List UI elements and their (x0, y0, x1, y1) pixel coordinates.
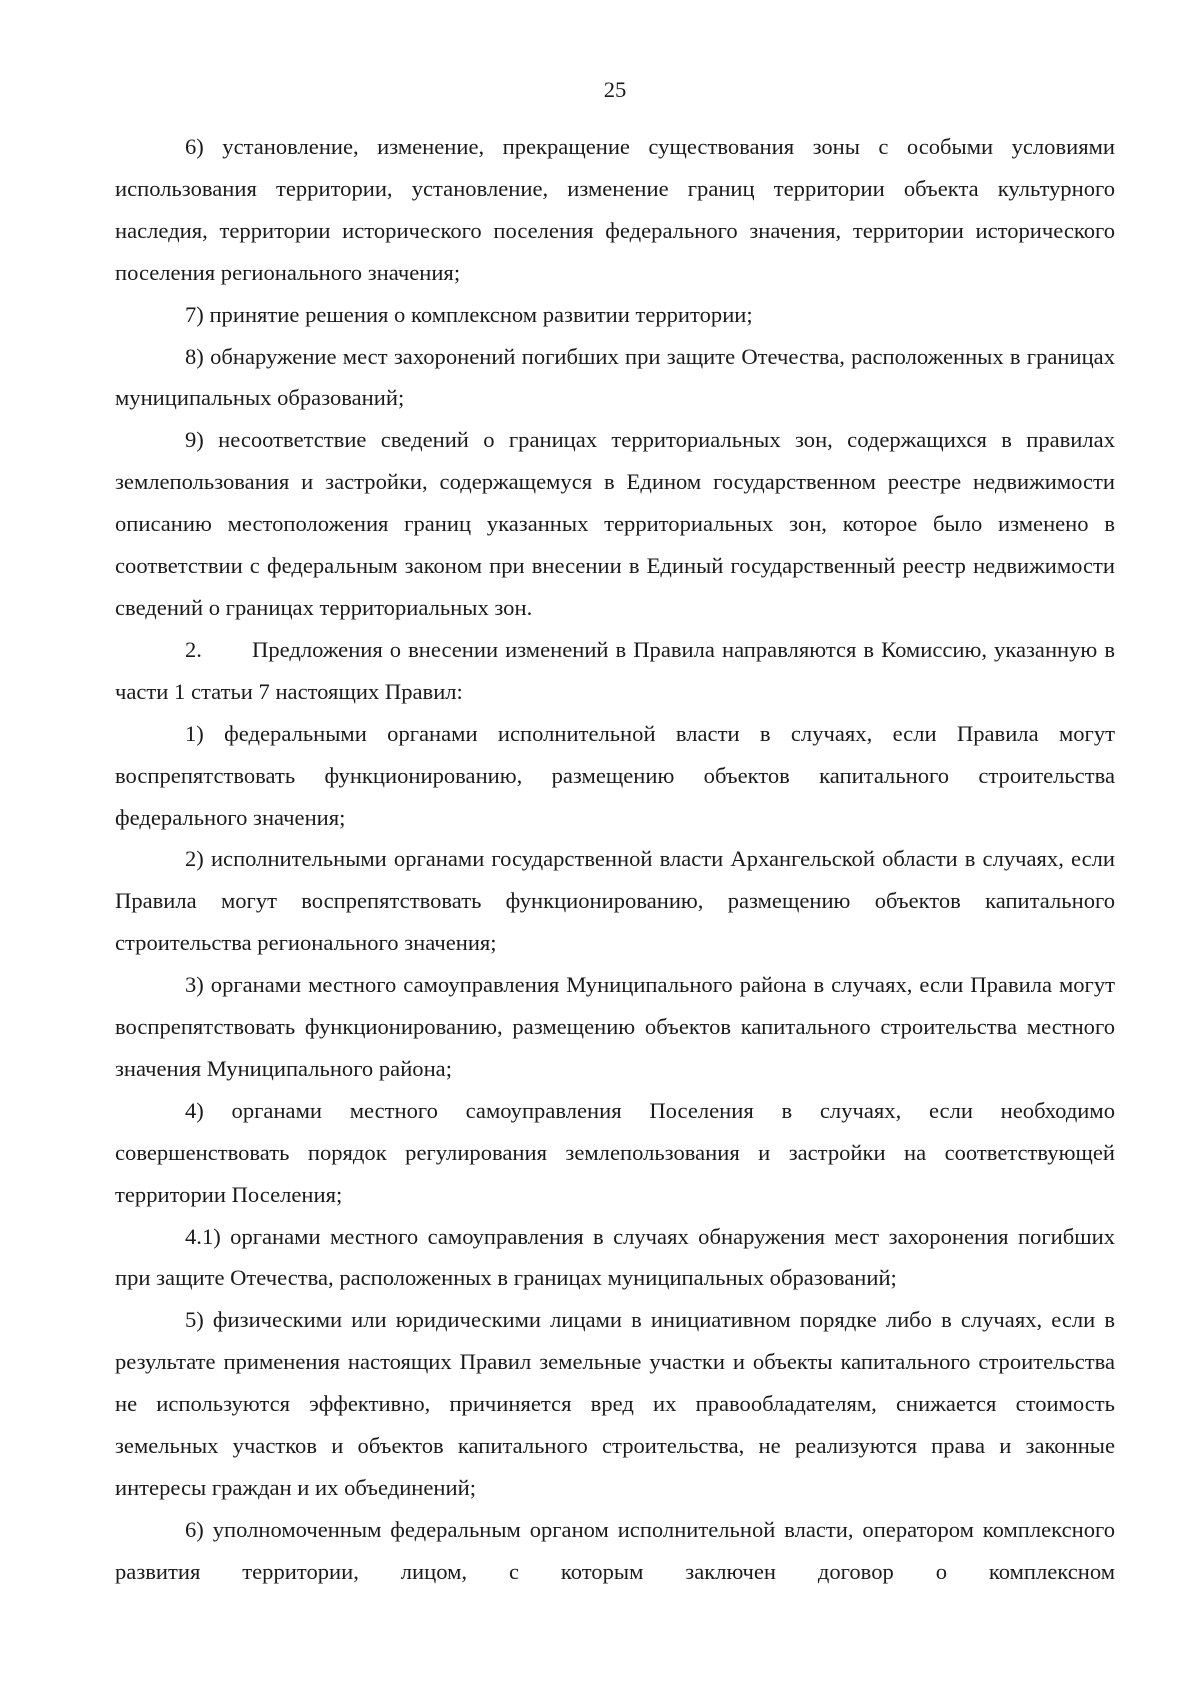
list-item-2: 2) исполнительными органами государственной власти Архангельской области в случаях, если Правила могут воспрепятствовать функционированию, размещению объектов капитального строительства регионального значения; (115, 846, 1115, 956)
paragraph-item-9: 9) несоответствие сведений о границах территориальных зон, содержащихся в правилах землепользования и застройки, содержащемуся в Едином государственном реестре недвижимости описанию местоположения границ указанных территориальных зон, которое было изменено в соответствии с федеральным законом при внесении в Единый государственный реестр недвижимости сведений о границах территориальных зон. (115, 427, 1115, 620)
section-2-text: Предложения о внесении изменений в Правила направляются в Комиссию, указанную в части 1 статьи 7 настоящих Правил: (115, 636, 1115, 704)
list-item-6: 6) уполномоченным федеральным органом исполнительной власти, оператором комплексного развития территории, лицом, с которым заключен договор о комплексном (115, 1516, 1115, 1584)
list-item-4-1: 4.1) органами местного самоуправления в случаях обнаружения мест захоронения погибших при защите Отечества, расположенных в границах муниципальных образований; (115, 1223, 1115, 1291)
document-body (115, 126, 1115, 1593)
list-item-5: 5) физическими или юридическими лицами в инициативном порядке либо в случаях, если в результате применения настоящих Правил земельные участки и объекты капитального строительства не используются эффективно, причиняется вред их правообладателям, снижается стоимость земельных участков и объектов капитального строительства, не реализуются права и законные интересы граждан и их объединений; (115, 1307, 1115, 1500)
page-number: 25 (603, 77, 627, 102)
list-item-4: 4) органами местного самоуправления Поселения в случаях, если необходимо совершенствовать порядок регулирования землепользования и застройки на соответствующей территории Поселения; (115, 1097, 1115, 1207)
paragraph-item-8: 8) обнаружение мест захоронений погибших при защите Отечества, расположенных в границах муниципальных образований; (115, 343, 1115, 411)
list-item-3: 3) органами местного самоуправления Муниципального района в случаях, если Правила могут воспрепятствовать функционированию, размещению объектов капитального строительства местного значения Муниципального района; (115, 972, 1115, 1081)
section-2-number: 2. (185, 636, 202, 662)
section-2 (115, 629, 1115, 713)
list-item-1: 1) федеральными органами исполнительной власти в случаях, если Правила могут воспрепятствовать функционированию, размещению объектов капитального строительства федерального значения; (115, 720, 1115, 830)
paragraph-item-6: 6) установление, изменение, прекращение существования зоны с особыми условиями использования территории, установление, изменение границ территории объекта культурного наследия, территории исторического поселения федерального значения, территории исторического поселения регионального значения; (115, 134, 1115, 285)
paragraph-item-7: 7) принятие решения о комплексном развитии территории; (185, 301, 753, 327)
document-page (115, 0, 1115, 1697)
